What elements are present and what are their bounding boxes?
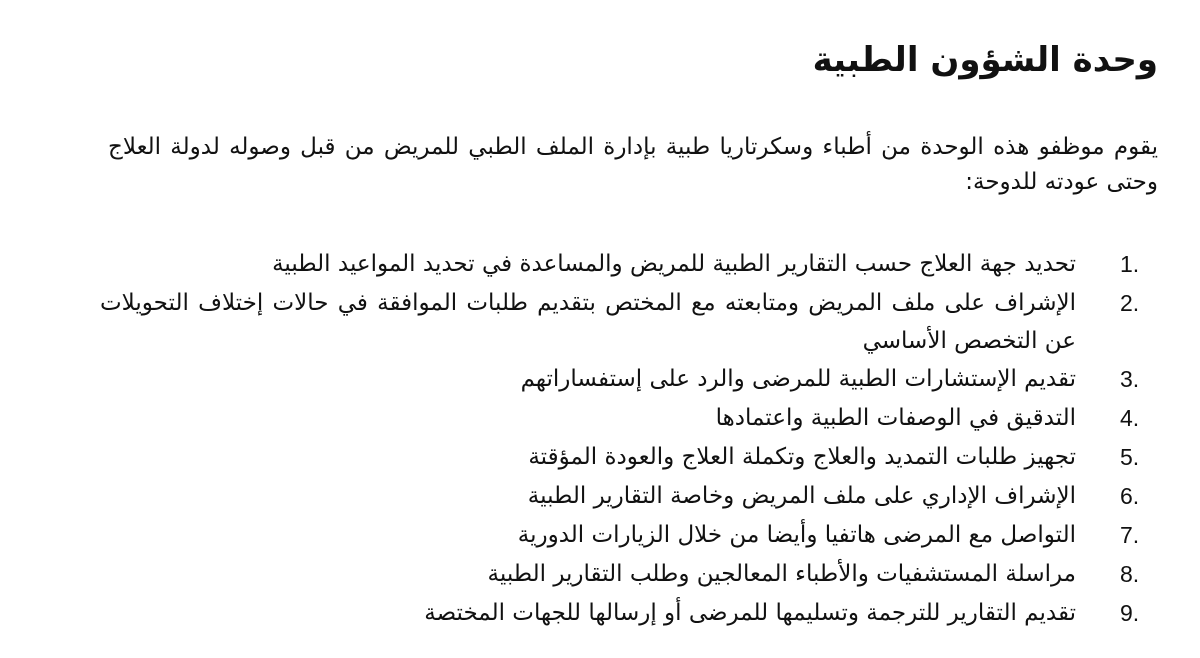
list-item-text: التواصل مع المرضى هاتفيا وأيضا من خلال الزيارات الدورية: [517, 522, 1076, 548]
list-item-number: 3.: [1120, 366, 1140, 392]
list-item-text: التدقيق في الوصفات الطبية واعتمادها: [715, 405, 1076, 431]
list-item-5: [100, 438, 1158, 477]
list-item-number: 1.: [1120, 251, 1140, 277]
intro-paragraph: يقوم موظفو هذه الوحدة من أطباء وسكرتاريا طبية بإدارة الملف الطبي للمريض من قبل وصوله لدولة العلاج وحتى عودته للدوحة:: [108, 134, 1158, 195]
list-item-number: 7.: [1120, 522, 1140, 548]
list-item-number: 6.: [1120, 483, 1140, 509]
list-item-text: تقديم الإستشارات الطبية للمرضى والرد على إستفساراتهم: [520, 366, 1076, 392]
list-item-4: [100, 399, 1158, 438]
task-list: [100, 245, 1158, 633]
page-title: وحدة الشؤون الطبية: [812, 40, 1158, 80]
list-item-number: 2.: [1120, 290, 1140, 316]
list-item-text: الإشراف على ملف المريض ومتابعته مع المختص بتقديم طلبات الموافقة في حالات إختلاف التحويلات عن التخصص الأساسي: [100, 290, 1076, 354]
list-item-text: تقديم التقارير للترجمة وتسليمها للمرضى أو إرسالها للجهات المختصة: [424, 600, 1076, 626]
list-item-number: 4.: [1120, 405, 1140, 431]
list-item-text: تحديد جهة العلاج حسب التقارير الطبية للمريض والمساعدة في تحديد المواعيد الطبية: [272, 251, 1076, 277]
list-item-2: [100, 284, 1158, 360]
list-item-text: مراسلة المستشفيات والأطباء المعالجين وطلب التقارير الطبية: [487, 561, 1076, 587]
list-item-1: [100, 245, 1158, 284]
list-item-3: [100, 360, 1158, 399]
list-item-7: [100, 516, 1158, 555]
list-item-text: الإشراف الإداري على ملف المريض وخاصة التقارير الطبية: [527, 483, 1076, 509]
list-item-number: 9.: [1120, 600, 1140, 626]
list-item-text: تجهيز طلبات التمديد والعلاج وتكملة العلاج والعودة المؤقتة: [528, 444, 1076, 470]
list-item-8: [100, 555, 1158, 594]
list-item-9: [100, 594, 1158, 633]
list-item-number: 8.: [1120, 561, 1140, 587]
list-item-6: [100, 477, 1158, 516]
list-item-number: 5.: [1120, 444, 1140, 470]
